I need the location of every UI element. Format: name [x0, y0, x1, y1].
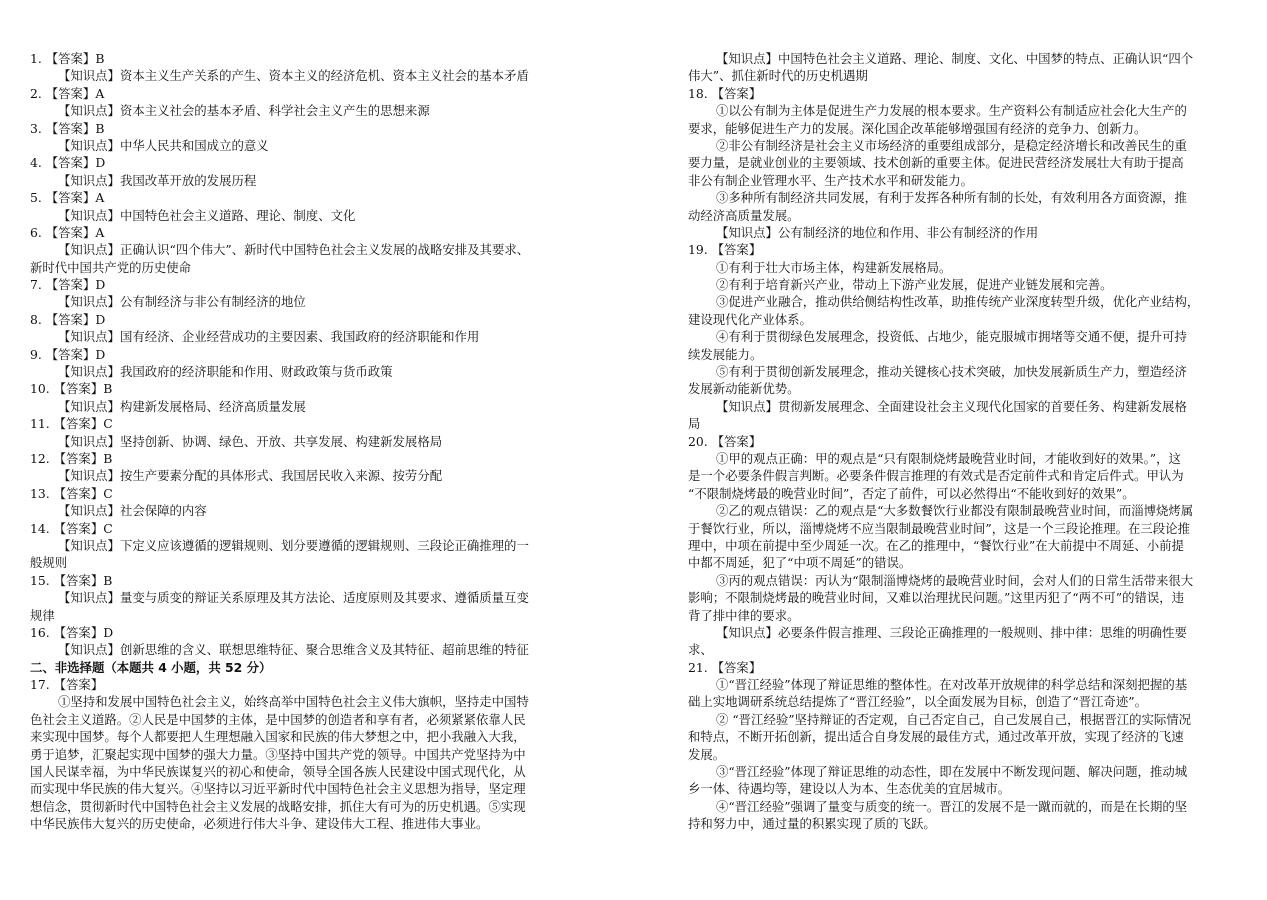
answer-18-text: ①以公有制为主体是促进生产力发展的根本要求。生产资料公有制适应社会化大生产的: [716, 103, 1187, 119]
answer-18-text: ③多种所有制经济共同发展，有利于发挥各种所有制的长处，有效利用各方面资源，推: [716, 190, 1187, 206]
knowledge-point-1: 【知识点】资本主义生产关系的产生、资本主义的经济危机、资本主义社会的基本矛盾: [58, 68, 529, 84]
answer-19-text: ②有利于培育新兴产业，带动上下游产业发展，促进产业链发展和完善。: [716, 277, 1113, 293]
knowledge-point-19-cont: 局: [688, 416, 701, 432]
answer-19: 19. 【答案】: [688, 242, 762, 258]
answer-17-text: 勇于追梦，汇聚起实现中国梦的强大力量。③坚持中国共产党的领导。中国共产党坚持为中: [30, 746, 526, 762]
knowledge-point-6: 【知识点】正确认识“四个伟大”、新时代中国特色社会主义发展的战略安排及其要求、: [58, 242, 530, 258]
section-heading-non-choice: 二、非选择题（本题共 4 小题，共 52 分）: [30, 659, 272, 675]
knowledge-point-14-cont: 般规则: [30, 555, 68, 571]
answer-20-text: “不限制烧烤最的晚营业时间”，否定了前件，可以必然得出“不能收到好的效果”。: [688, 485, 1135, 501]
answer-19-text: ③促进产业融合，推动供给侧结构性改革，助推传统产业深度转型升级，优化产业结构，: [716, 294, 1200, 310]
answer-20-text: 中都不周延，犯了“中项不周延”的错误。: [688, 555, 912, 571]
answer-21-text: ② “晋江经验”坚持辩证的否定观，自己否定自己，自己发展自己，根据晋江的实际情况: [716, 711, 1192, 727]
knowledge-point-3: 【知识点】中华人民共和国成立的意义: [58, 137, 269, 153]
answer-8: 8. 【答案】D: [30, 311, 106, 327]
answer-11: 11. 【答案】C: [30, 416, 113, 432]
knowledge-point-7: 【知识点】公有制经济与非公有制经济的地位: [58, 294, 306, 310]
answer-20-text: ③丙的观点错误：丙认为“限制淄博烧烤的最晚营业时间，会对人们的日常生活带来很大: [716, 572, 1194, 588]
answer-21-text: 乡一体、待遇均等，建设以人为本、生态优美的宜居城市。: [688, 781, 1011, 797]
answer-16: 16. 【答案】D: [30, 624, 114, 640]
knowledge-point-6-cont: 新时代中国共产党的历史使命: [30, 259, 192, 275]
answer-20-text: 是一个必要条件假言判断。必要条件假言推理的有效式是否定前件式和肯定后件式。甲认为: [688, 468, 1184, 484]
answer-1: 1. 【答案】B: [30, 51, 105, 66]
answer-17-text: 而实现中华民族的伟大复兴。④坚持以习近平新时代中国特色社会主义思想为指导，坚定理: [30, 781, 526, 797]
answer-20: 20. 【答案】: [688, 433, 762, 449]
knowledge-point-17: 【知识点】中国特色社会主义道路、理论、制度、文化、中国梦的特点、正确认识“四个: [716, 51, 1194, 66]
answer-18-text: 非公有制企业管理水平、生产技术水平和研发能力。: [688, 172, 973, 188]
answer-21: 21. 【答案】: [688, 659, 762, 675]
answer-18-text: 要力量，是就业创业的主要领域、技术创新的重要主体。促进民营经济发展壮大有助于提高: [688, 155, 1184, 171]
answer-19-text: ①有利于壮大市场主体，构建新发展格局。: [716, 259, 952, 275]
answer-19-text: ④有利于贯彻绿色发展理念，投资低、占地少，能克服城市拥堵等交通不便，提升可持: [716, 329, 1187, 345]
answer-20-text: 于餐饮行业，所以，淄博烧烤不应当限制最晚营业时间”，这是一个三段论推理。在三段论推: [688, 520, 1190, 536]
answer-21-text: ③“晋江经验”体现了辩证思维的动态性，即在发展中不断发现问题、解决问题，推动城: [716, 764, 1188, 780]
answer-20-text: 理中，中项在前提中至少周延一次。在乙的推理中，“餐饮行业”在大前提中不周延、小前提: [688, 537, 1184, 553]
answer-2: 2. 【答案】A: [30, 85, 105, 101]
answer-19-text: 发展新动能新优势。: [688, 381, 800, 397]
answer-4: 4. 【答案】D: [30, 155, 106, 171]
answer-20-text: 影响；不限制烧烤最的晚营业时间，又难以治理扰民问题。”这里丙犯了“两不可”的错误，违: [688, 590, 1185, 606]
answer-9: 9. 【答案】D: [30, 346, 106, 362]
answer-10: 10. 【答案】B: [30, 381, 113, 397]
right-column: [688, 50, 1233, 833]
answer-20-text: ②乙的观点错误：乙的观点是“大多数餐饮行业都没有限制最晚营业时间，而淄博烧烤属: [716, 503, 1194, 519]
answer-19-text: 建设现代化产业体系。: [688, 311, 812, 327]
answer-7: 7. 【答案】D: [30, 277, 106, 293]
answer-19-text: ⑤有利于贯彻创新发展理念，推动关键核心技术突破，加快发展新质生产力，塑造经济: [716, 364, 1187, 380]
knowledge-point-16: 【知识点】创新思维的含义、联想思维特征、聚合思维含义及其特征、超前思维的特征: [58, 642, 529, 658]
answer-17-text: 中华民族伟大复兴的历史使命，必须进行伟大斗争、建设伟大工程、推进伟大事业。: [30, 816, 489, 832]
knowledge-point-18: 【知识点】公有制经济的地位和作用、非公有制经济的作用: [716, 224, 1039, 240]
answer-17-text: 来实现中国梦。每个人都要把人生理想融入国家和民族的伟大梦想之中，把小我融入大我，: [30, 729, 526, 745]
knowledge-point-11: 【知识点】坚持创新、协调、绿色、开放、共享发展、构建新发展格局: [58, 433, 443, 449]
left-column: [30, 50, 570, 833]
answer-17-text: ①坚持和发展中国特色社会主义，始终高举中国特色社会主义伟大旗帜，坚持走中国特: [58, 694, 529, 710]
knowledge-point-20: 【知识点】必要条件假言推理、三段论正确推理的一般规则、排中律：思维的明确性要: [716, 624, 1187, 640]
knowledge-point-14: 【知识点】下定义应该遵循的逻辑规则、划分要遵循的逻辑规则、三段论正确推理的一: [58, 537, 529, 553]
knowledge-point-2: 【知识点】资本主义社会的基本矛盾、科学社会主义产生的思想来源: [58, 103, 430, 119]
knowledge-point-10: 【知识点】构建新发展格局、经济高质量发展: [58, 398, 306, 414]
answer-3: 3. 【答案】B: [30, 120, 105, 136]
knowledge-point-13: 【知识点】社会保障的内容: [58, 503, 207, 519]
answer-18-text: 动经济高质量发展。: [688, 207, 800, 223]
answer-20-text: ①甲的观点正确：甲的观点是“只有限制烧烤最晚营业时间，才能收到好的效果。”，这: [716, 450, 1181, 466]
answer-18: 18. 【答案】: [688, 85, 762, 101]
answer-5: 5. 【答案】A: [30, 190, 105, 206]
answer-19-text: 续发展能力。: [688, 346, 763, 362]
answer-21-text: 础上实地调研系统总结提炼了“晋江经验”，以全面发展为目标，创造了“晋江奇迹”。: [688, 694, 1148, 710]
answer-14: 14. 【答案】C: [30, 520, 113, 536]
answer-20-text: 背了排中律的要求。: [688, 607, 800, 623]
answer-13: 13. 【答案】C: [30, 485, 113, 501]
answer-17-text: 想信念，贯彻新时代中国特色社会主义发展的战略安排，抓住大有可为的历史机遇。⑤实现: [30, 798, 526, 814]
knowledge-point-12: 【知识点】按生产要素分配的具体形式、我国居民收入来源、按劳分配: [58, 468, 443, 484]
answer-17-text: 国人民谋幸福，为中华民族谋复兴的初心和使命，领导全国各族人民建设中国式现代化，从: [30, 764, 526, 780]
answer-15: 15. 【答案】B: [30, 572, 113, 588]
answer-17: 17. 【答案】: [30, 677, 104, 693]
knowledge-point-15: 【知识点】量变与质变的辩证关系原理及其方法论、适度原则及其要求、遵循质量互变: [58, 590, 529, 606]
answer-21-text: 和特点，不断开拓创新，提出适合自身发展的最佳方式，通过改革开放，实现了经济的飞速: [688, 729, 1184, 745]
answer-17-text: 色社会主义道路。②人民是中国梦的主体，是中国梦的创造者和享有者，必须紧紧依靠人民: [30, 711, 526, 727]
answer-21-text: ①“晋江经验”体现了辩证思维的整体性。在对改革开放规律的科学总结和深刻把握的基: [716, 677, 1188, 693]
knowledge-point-20-cont: 求、: [688, 642, 713, 658]
answer-18-text: ②非公有制经济是社会主义市场经济的重要组成部分，是稳定经济增长和改善民生的重: [716, 137, 1187, 153]
knowledge-point-4: 【知识点】我国改革开放的发展历程: [58, 172, 257, 188]
knowledge-point-8: 【知识点】国有经济、企业经营成功的主要因素、我国政府的经济职能和作用: [58, 329, 480, 345]
knowledge-point-17-cont: 伟大”、抓住新时代的历史机遇期: [688, 68, 868, 84]
knowledge-point-5: 【知识点】中国特色社会主义道路、理论、制度、文化: [58, 207, 356, 223]
answer-21-text: ④“晋江经验”强调了量变与质变的统一。晋江的发展不是一蹴而就的，而是在长期的坚: [716, 798, 1188, 814]
answer-21-text: 发展。: [688, 746, 726, 762]
answer-12: 12. 【答案】B: [30, 450, 113, 466]
knowledge-point-19: 【知识点】贯彻新发展理念、全面建设社会主义现代化国家的首要任务、构建新发展格: [716, 398, 1187, 414]
knowledge-point-9: 【知识点】我国政府的经济职能和作用、财政政策与货币政策: [58, 364, 393, 380]
answer-6: 6. 【答案】A: [30, 224, 105, 240]
answer-21-text: 持和努力中，通过量的积累实现了质的飞跃。: [688, 816, 936, 832]
knowledge-point-15-cont: 规律: [30, 607, 55, 623]
answer-18-text: 要求，能够促进生产力的发展。深化国企改革能够增强国有经济的竞争力、创新力。: [688, 120, 1147, 136]
